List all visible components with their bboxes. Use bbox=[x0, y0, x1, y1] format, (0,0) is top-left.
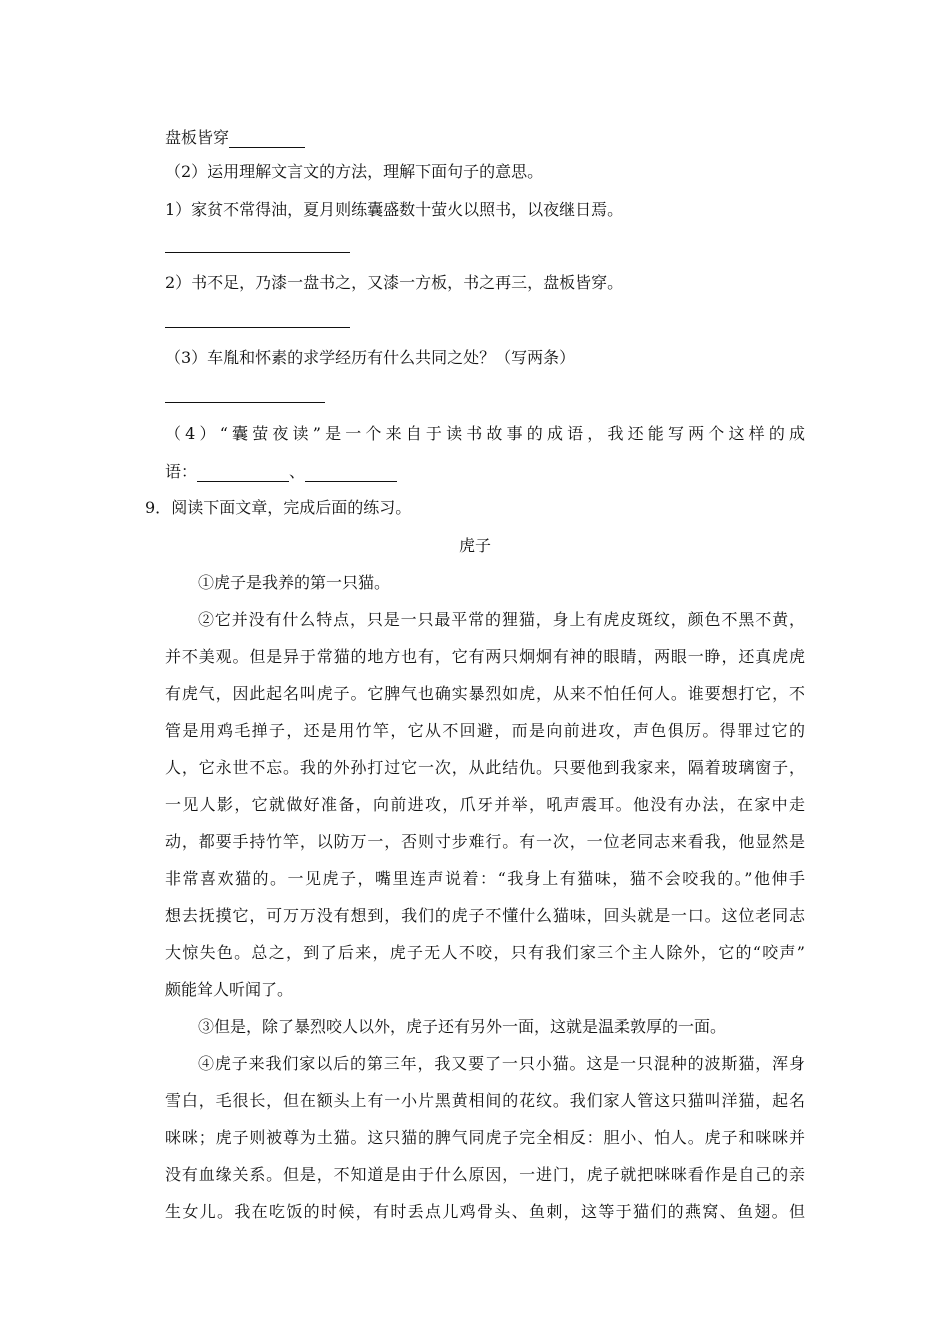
paragraph-2-line: 人，它永世不忘。我的外孙打过它一次，从此结仇。只要他到我家来，隔着玻璃窗子， bbox=[165, 758, 805, 777]
paragraph-4-line: 生女儿。我在吃饭的时候，有时丢点儿鸡骨头、鱼刺，这等于猫们的燕窝、鱼翅。但 bbox=[165, 1202, 805, 1221]
paragraph-2-line: 非常喜欢猫的。一见虎子，嘴里连声说着：“我身上有猫味，猫不会咬我的。”他伸手 bbox=[165, 869, 805, 888]
paragraph-4-line: 雪白，毛很长，但在额头上有一小片黑黄相间的花纹。我们家人管这只猫叫洋猫，起名 bbox=[165, 1091, 805, 1110]
paragraph-2-line: 想去抚摸它，可万万没有想到，我们的虎子不懂什么猫味，回头就是一口。这位老同志 bbox=[165, 906, 805, 925]
paragraph-4-line: 咪咪；虎子则被尊为土猫。这只猫的脾气同虎子完全相反：胆小、怕人。虎子和咪咪并 bbox=[165, 1128, 805, 1147]
idiom-answer-line bbox=[165, 462, 397, 482]
question-instruction: 阅读下面文章，完成后面的练习。 bbox=[171, 498, 412, 517]
paragraph-2-line: 有虎气，因此起名叫虎子。它脾气也确实暴烈如虎，从来不怕任何人。谁要想打它，不 bbox=[165, 684, 805, 703]
answer-line-2[interactable] bbox=[165, 327, 350, 328]
article-title: 虎子 bbox=[458, 536, 491, 555]
paragraph-2-line: 颇能耸人听闻了。 bbox=[165, 980, 294, 999]
idiom-blank-1[interactable] bbox=[197, 465, 289, 482]
paragraph-2-line: ②它并没有什么特点，只是一只最平常的狸猫，身上有虎皮斑纹，颜色不黑不黄， bbox=[198, 610, 805, 629]
paragraph-3: ③但是，除了暴烈咬人以外，虎子还有另外一面，这就是温柔敦厚的一面。 bbox=[198, 1017, 727, 1036]
separator: 、 bbox=[289, 462, 306, 481]
paragraph-2-line: 管是用鸡毛掸子，还是用竹竿，它从不回避，而是向前进攻，声色俱厉。得罪过它的 bbox=[165, 721, 805, 740]
question-number: 9． bbox=[145, 498, 172, 517]
answer-line-3[interactable] bbox=[165, 402, 325, 403]
paragraph-2-line: 动，都要手持竹竿，以防万一，否则寸步难行。有一次，一位老同志来看我，他显然是 bbox=[165, 832, 805, 851]
question-9-heading bbox=[145, 498, 411, 518]
fill-blank-prompt: 盘板皆穿 bbox=[165, 128, 230, 147]
sentence-1: 1）家贫不常得油，夏月则练囊盛数十萤火以照书，以夜继日焉。 bbox=[165, 200, 624, 219]
sub-question-2: （2）运用理解文言文的方法，理解下面句子的意思。 bbox=[165, 162, 544, 181]
sub-question-4: （4）“囊萤夜读”是一个来自于读书故事的成语，我还能写两个这样的成 bbox=[165, 424, 805, 443]
paragraph-1: ①虎子是我养的第一只猫。 bbox=[198, 573, 391, 592]
idiom-prompt: 语： bbox=[165, 462, 198, 481]
sentence-2: 2）书不足，乃漆一盘书之，又漆一方板，书之再三，盘板皆穿。 bbox=[165, 273, 624, 292]
idiom-blank-2[interactable] bbox=[305, 465, 397, 482]
paragraph-4-line: 没有血缘关系。但是，不知道是由于什么原因，一进门，虎子就把咪咪看作是自己的亲 bbox=[165, 1165, 805, 1184]
fill-blank-line bbox=[165, 128, 305, 148]
sub-question-3: （3）车胤和怀素的求学经历有什么共同之处？（写两条） bbox=[165, 348, 576, 367]
paragraph-2-line: 一见人影，它就做好准备，向前进攻，爪牙并举，吼声震耳。他没有办法，在家中走 bbox=[165, 795, 805, 814]
answer-blank[interactable] bbox=[229, 131, 305, 148]
paragraph-4-line: ④虎子来我们家以后的第三年，我又要了一只小猫。这是一只混种的波斯猫，浑身 bbox=[198, 1054, 805, 1073]
paragraph-2-line: 大惊失色。总之，到了后来，虎子无人不咬，只有我们家三个主人除外，它的“咬声” bbox=[165, 943, 805, 962]
answer-line-1[interactable] bbox=[165, 252, 350, 253]
paragraph-2-line: 并不美观。但是异于常猫的地方也有，它有两只炯炯有神的眼睛，两眼一睁，还真虎虎 bbox=[165, 647, 805, 666]
